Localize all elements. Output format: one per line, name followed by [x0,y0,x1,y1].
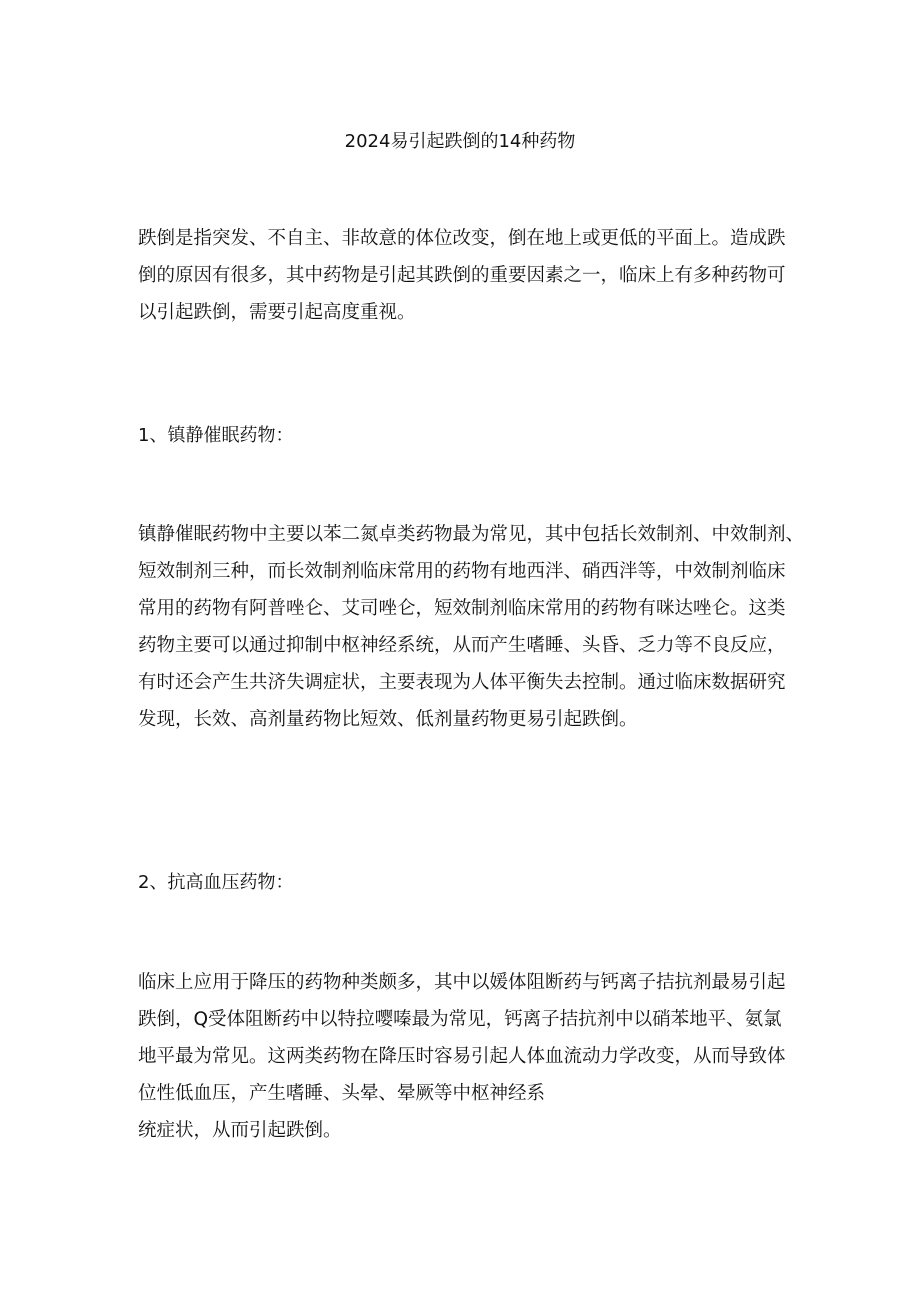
section-heading-sedatives: 1、镇静催眠药物： [138,425,294,446]
intro-line: 跌倒是指突发、不自主、非故意的体位改变，倒在地上或更低的平面上。造成跌 [138,228,786,249]
section-paragraph-antihypertensives [138,964,792,1149]
paragraph-line: 镇静催眠药物中主要以苯二氮卓类药物最为常见，其中包括长效制剂、中效制剂、 [138,524,805,545]
paragraph-line: 跌倒，Q受体阻断药中以特拉嘤嗪最为常见，钙离子拮抗剂中以硝苯地平、氨氯 [138,1009,782,1030]
intro-line: 倒的原因有很多，其中药物是引起其跌倒的重要因素之一，临床上有多种药物可 [138,265,786,286]
paragraph-line: 地平最为常见。这两类药物在降压时容易引起人体血流动力学改变，从而导致体 [138,1046,786,1067]
paragraph-line: 药物主要可以通过抑制中枢神经系统，从而产生嗜睡、头昏、乏力等不良反应， [138,635,786,656]
paragraph-line: 发现，长效、高剂量药物比短效、低剂量药物更易引起跌倒。 [138,709,638,730]
paragraph-line: 统症状，从而引起跌倒。 [138,1120,342,1141]
section-heading-antihypertensives: 2、抗高血压药物： [138,872,294,893]
document-title: 2024易引起跌倒的14种药物 [344,131,576,152]
intro-paragraph [138,220,792,331]
paragraph-line: 有时还会产生共济失调症状，主要表现为人体平衡失去控制。通过临床数据研究 [138,672,786,693]
paragraph-line: 常用的药物有阿普唑仑、艾司唑仑，短效制剂临床常用的药物有咪达唑仑。这类 [138,598,786,619]
paragraph-line: 短效制剂三种，而长效制剂临床常用的药物有地西泮、硝西泮等，中效制剂临床 [138,561,786,582]
paragraph-line: 临床上应用于降压的药物种类颇多，其中以媛体阻断药与钙离子拮抗剂最易引起 [138,972,786,993]
section-paragraph-sedatives [138,516,805,738]
paragraph-line: 位性低血压，产生嗜睡、头晕、晕厥等中枢神经系 [138,1083,546,1104]
intro-line: 以引起跌倒，需要引起高度重视。 [138,302,416,323]
